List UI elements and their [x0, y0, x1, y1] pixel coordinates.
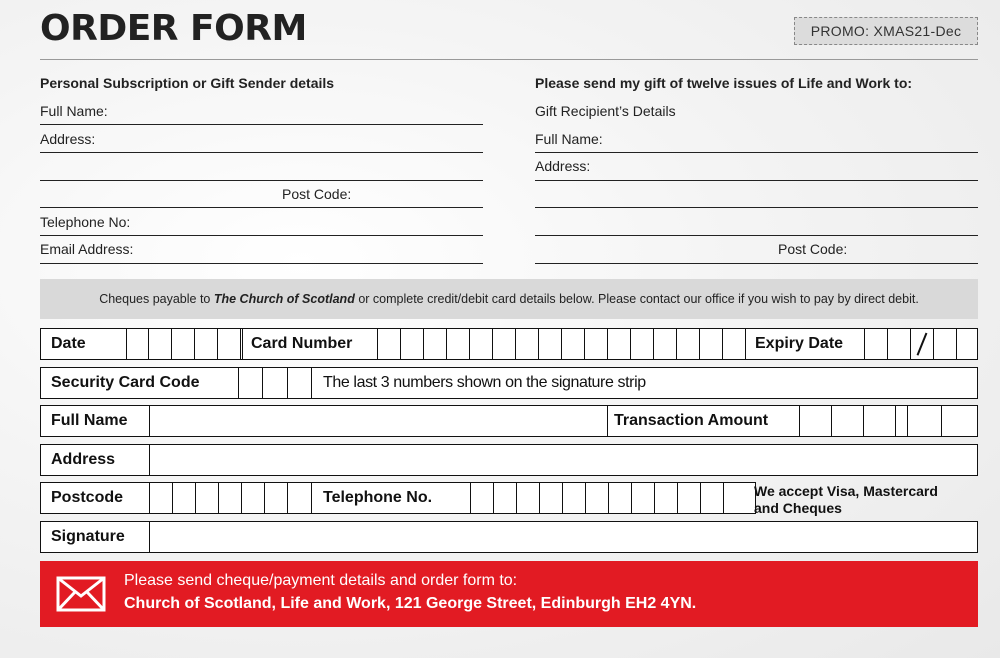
name-amount-row: [40, 405, 978, 437]
recipient-heading: Please send my gift of twelve issues of Life and Work to:: [535, 75, 913, 91]
accepted-payments-note: [754, 483, 938, 517]
date-box[interactable]: [148, 329, 149, 359]
sender-address-label: Address:: [40, 131, 96, 147]
card-number-label: Card Number: [251, 335, 353, 352]
card-number-box[interactable]: [676, 329, 677, 359]
card-number-box[interactable]: [377, 329, 378, 359]
expiry-box[interactable]: [864, 329, 865, 359]
recipient-full-name-label: Full Name:: [535, 131, 603, 147]
expiry-box[interactable]: [910, 329, 911, 359]
date-box[interactable]: [194, 329, 195, 359]
recipient-post-code-label: Post Code:: [778, 241, 848, 257]
notice-pre: Cheques payable to: [99, 292, 214, 306]
sender-heading: Personal Subscription or Gift Sender details: [40, 75, 335, 91]
telephone-box[interactable]: [470, 483, 471, 513]
recipient-address-field-1[interactable]: [535, 180, 978, 181]
card-number-box[interactable]: [745, 329, 746, 359]
recipient-subheading: Gift Recipient’s Details: [535, 103, 676, 119]
envelope-icon: [56, 576, 106, 612]
card-number-box[interactable]: [446, 329, 447, 359]
amount-box[interactable]: [863, 406, 864, 436]
telephone-box[interactable]: [677, 483, 678, 513]
telephone-box[interactable]: [700, 483, 701, 513]
card-number-box[interactable]: [423, 329, 424, 359]
card-number-box[interactable]: [653, 329, 654, 359]
accepted-payments-line1: We accept Visa, Mastercard: [754, 483, 938, 499]
banner-address: Church of Scotland, Life and Work, 121 George Street, Edinburgh EH2 4YN.: [124, 595, 697, 612]
telephone-label: Telephone No.: [323, 489, 433, 506]
header-divider: [40, 59, 978, 60]
security-code-row: [40, 367, 978, 399]
amount-box[interactable]: [895, 406, 896, 436]
telephone-box[interactable]: [631, 483, 632, 513]
form-title: ORDER FORM: [40, 8, 307, 49]
card-number-box[interactable]: [699, 329, 700, 359]
recipient-address-field-3[interactable]: [535, 235, 978, 236]
transaction-amount-label: Transaction Amount: [614, 412, 769, 429]
recipient-post-code-field[interactable]: [535, 263, 978, 264]
mailing-address-banner: [40, 561, 978, 627]
sender-post-code-field[interactable]: [40, 207, 483, 208]
security-code-box[interactable]: [238, 368, 239, 398]
security-code-box[interactable]: [262, 368, 263, 398]
amount-box[interactable]: [799, 406, 800, 436]
card-number-box[interactable]: [561, 329, 562, 359]
expiry-box[interactable]: [956, 329, 957, 359]
banner-instruction: Please send cheque/payment details and order form to:: [124, 572, 518, 589]
date-box[interactable]: [217, 329, 218, 359]
sender-address-field-1[interactable]: [40, 152, 483, 153]
date-box[interactable]: [171, 329, 172, 359]
transaction-divider: [607, 406, 608, 436]
amount-box[interactable]: [941, 406, 942, 436]
notice-post: or complete credit/debit card details below. Please contact our office if you wish to pay by direct debit.: [354, 292, 919, 306]
security-code-note: The last 3 numbers shown on the signature strip: [323, 374, 646, 391]
recipient-full-name-field[interactable]: [535, 152, 978, 153]
sender-full-name-label: Full Name:: [40, 103, 108, 119]
date-box[interactable]: [240, 329, 241, 359]
telephone-box[interactable]: [723, 483, 724, 513]
postcode-box[interactable]: [172, 483, 173, 513]
date-label: Date: [51, 335, 86, 352]
postcode-telephone-row: [40, 482, 756, 514]
address-row: [40, 444, 978, 476]
expiry-box[interactable]: [887, 329, 888, 359]
sender-address-field-2[interactable]: [40, 180, 483, 181]
card-number-box[interactable]: [538, 329, 539, 359]
security-code-label: Security Card Code: [51, 374, 200, 391]
security-code-box[interactable]: [287, 368, 288, 398]
card-number-box[interactable]: [469, 329, 470, 359]
postcode-box[interactable]: [264, 483, 265, 513]
postcode-label: Postcode: [51, 489, 124, 506]
telephone-divider: [311, 483, 312, 513]
telephone-box[interactable]: [539, 483, 540, 513]
address-label: Address: [51, 451, 116, 468]
telephone-box[interactable]: [562, 483, 563, 513]
card-number-box[interactable]: [630, 329, 631, 359]
sender-telephone-field[interactable]: [40, 235, 483, 236]
notice-payee: The Church of Scotland: [213, 292, 355, 306]
amount-box[interactable]: [831, 406, 832, 436]
accepted-payments-line2: and Cheques: [754, 500, 842, 516]
postcode-box[interactable]: [195, 483, 196, 513]
address-field[interactable]: [149, 445, 150, 475]
expiry-slash: [917, 333, 927, 356]
signature-label: Signature: [51, 528, 125, 545]
recipient-address-label: Address:: [535, 158, 591, 174]
telephone-box[interactable]: [493, 483, 494, 513]
sender-full-name-field[interactable]: [40, 124, 483, 125]
date-box[interactable]: [126, 329, 127, 359]
card-details-row: [40, 328, 978, 360]
postcode-box[interactable]: [218, 483, 219, 513]
card-number-box[interactable]: [584, 329, 585, 359]
expiry-date-label: Expiry Date: [755, 335, 844, 352]
security-code-divider: [311, 368, 312, 398]
card-number-box[interactable]: [492, 329, 493, 359]
sender-telephone-label: Telephone No:: [40, 214, 131, 230]
full-name-field[interactable]: [149, 406, 150, 436]
sender-post-code-label: Post Code:: [282, 186, 352, 202]
payment-notice: [40, 279, 978, 319]
telephone-box[interactable]: [654, 483, 655, 513]
telephone-box[interactable]: [585, 483, 586, 513]
card-number-box[interactable]: [515, 329, 516, 359]
full-name-label: Full Name: [51, 412, 128, 429]
card-number-divider: [242, 329, 243, 359]
postcode-box[interactable]: [149, 483, 150, 513]
signature-field[interactable]: [149, 522, 150, 552]
signature-row: [40, 521, 978, 553]
amount-decimal-divider: [907, 406, 908, 436]
card-number-box[interactable]: [607, 329, 608, 359]
postcode-box[interactable]: [287, 483, 288, 513]
sender-email-label: Email Address:: [40, 241, 134, 257]
telephone-box[interactable]: [608, 483, 609, 513]
card-number-box[interactable]: [722, 329, 723, 359]
card-number-box[interactable]: [400, 329, 401, 359]
promo-code-badge: PROMO: XMAS21-Dec: [794, 17, 978, 45]
recipient-address-field-2[interactable]: [535, 207, 978, 208]
expiry-box[interactable]: [933, 329, 934, 359]
telephone-box[interactable]: [516, 483, 517, 513]
postcode-box[interactable]: [241, 483, 242, 513]
sender-email-field[interactable]: [40, 263, 483, 264]
